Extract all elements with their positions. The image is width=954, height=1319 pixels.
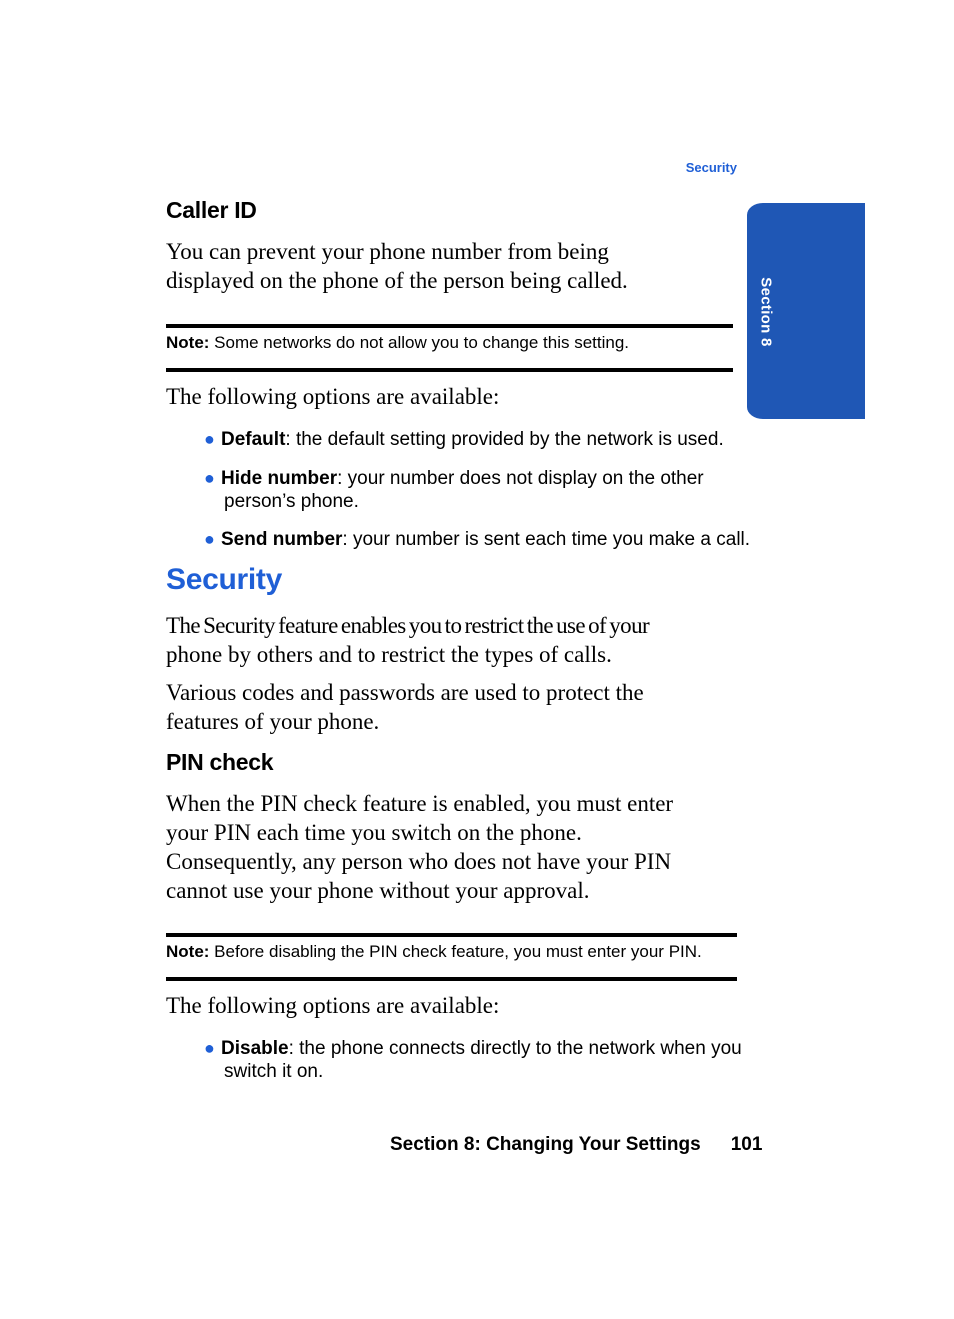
option-desc: : the phone connects directly to the network when you [288,1038,742,1059]
text-line: The Security feature enables you to restrict the use of your [166,613,650,638]
option-term: Disable [221,1038,289,1059]
page-number: 101 [730,1134,763,1155]
text-line: displayed on the phone of the person being called. [166,268,628,293]
caller-id-heading: Caller ID [166,197,257,223]
bullet-icon: ● [204,529,215,549]
text-line: You can prevent your phone number from being [166,239,609,264]
note-label: Note: [166,942,210,961]
caller-id-options-intro: The following options are available: [166,384,500,409]
footer-section-title: Section 8: Changing Your Settings [390,1134,701,1155]
option-desc-continued: person’s phone. [224,491,359,512]
option-desc: : your number does not display on the other [337,468,704,489]
security-paragraph-2 [166,678,644,736]
text-line: Consequently, any person who does not have your PIN [166,849,672,874]
option-term: Hide number [221,468,338,489]
pin-check-paragraph [166,789,673,905]
note-text: Some networks do not allow you to change this setting. [209,333,630,352]
caller-id-note [166,324,733,372]
security-paragraph-1 [166,611,649,669]
option-term: Default [221,429,286,450]
security-heading: Security [166,563,282,596]
option-term: Send number [221,529,343,550]
text-line: phone by others and to restrict the types of calls. [166,642,612,667]
pin-check-heading: PIN check [166,749,274,775]
section-tab-label: Section 8 [757,277,775,347]
option-desc: : your number is sent each time you make a call. [342,529,751,550]
text-line: When the PIN check feature is enabled, you must enter [166,791,674,816]
bullet-icon: ● [204,429,215,449]
bullet-icon: ● [204,468,215,488]
text-line: Various codes and passwords are used to protect the [166,680,644,705]
option-desc: : the default setting provided by the network is used. [285,429,724,450]
caller-id-paragraph [166,237,628,295]
text-line: features of your phone. [166,709,380,734]
running-head: Security [685,160,737,175]
page-footer [390,1134,762,1156]
list-item [204,528,750,551]
list-item [204,1037,742,1083]
text-line: your PIN each time you switch on the phone. [166,820,582,845]
list-item [204,467,704,513]
option-desc-continued: switch it on. [224,1061,324,1082]
pin-check-options-intro: The following options are available: [166,993,500,1018]
note-label: Note: [166,333,210,352]
list-item [204,428,724,451]
note-text: Before disabling the PIN check feature, you must enter your PIN. [209,942,702,961]
pin-check-note [166,933,737,981]
bullet-icon: ● [204,1038,215,1058]
text-line: cannot use your phone without your approval. [166,878,590,903]
